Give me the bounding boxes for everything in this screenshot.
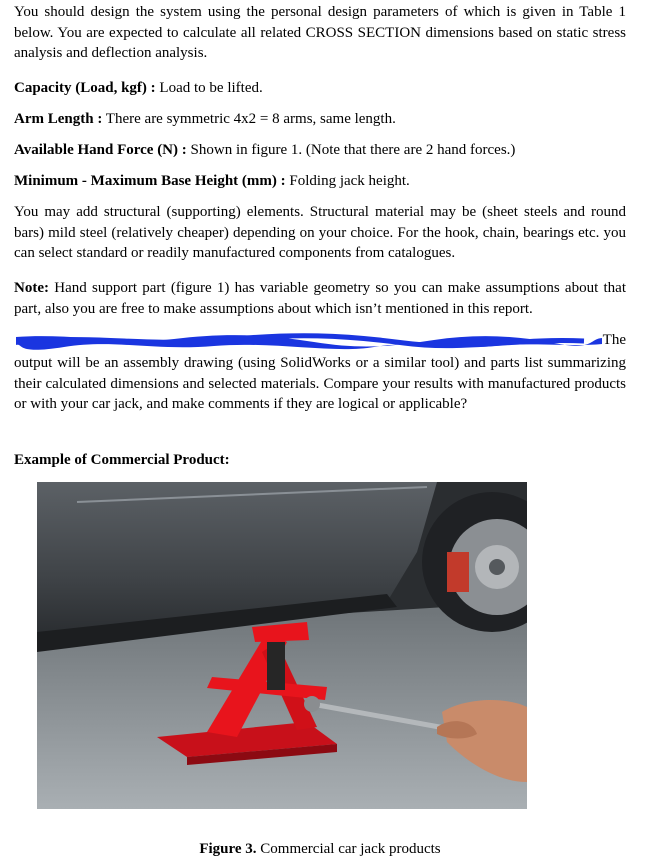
note-text: Hand support part (figure 1) has variable geometry so you can make assumptions about that part, also you are free to make assumptions about which isn’t mentioned in this report.: [14, 280, 626, 317]
param-text: There are symmetric 4x2 = 8 arms, same length.: [102, 111, 396, 127]
intro-paragraph: You should design the system using the personal design parameters of which is given in Table 1 below. You are expected to calculate all related CROSS SECTION dimensions based on static stress analysis and deflection analysis.: [14, 4, 626, 61]
param-capacity: [14, 78, 626, 99]
param-base-height: [14, 171, 626, 192]
structural-paragraph: You may add structural (supporting) elements. Structural material may be (sheet steels and round bars) mild steel (relatively cheaper) depending on your choice. For the hook, chain, bearings etc. you can select standard or readily manufactured components from catalogues.: [14, 204, 626, 261]
redaction-scribble: [14, 331, 604, 353]
figure-caption: [14, 841, 626, 858]
param-label: Minimum - Maximum Base Height (mm) :: [14, 173, 286, 189]
param-label: Available Hand Force (N) :: [14, 142, 187, 158]
example-heading: Example of Commercial Product:: [14, 452, 230, 468]
note-paragraph: [14, 278, 626, 319]
note-label: Note:: [14, 280, 49, 296]
output-paragraph: output will be an assembly drawing (using SolidWorks or a similar tool) and parts list summarizing their calculated dimensions and selected materials. Compare your results with manufactured products or with your car jack, and make comments if they are logical or applicable?: [14, 355, 626, 412]
caption-label: Figure 3.: [199, 841, 257, 857]
param-arm-length: [14, 109, 626, 130]
param-label: Arm Length :: [14, 111, 103, 127]
param-text: Shown in figure 1. (Note that there are 2 hand forces.): [186, 142, 516, 158]
redacted-line: [14, 331, 626, 353]
caption-text: Commercial car jack products: [256, 841, 441, 857]
output-tail-word: The: [602, 332, 626, 348]
param-text: Folding jack height.: [285, 173, 410, 189]
param-hand-force: [14, 140, 626, 161]
param-label: Capacity (Load, kgf) :: [14, 80, 156, 96]
param-text: Load to be lifted.: [155, 80, 263, 96]
car-jack-photo: [37, 482, 527, 809]
car-jack-illustration: [37, 482, 527, 809]
